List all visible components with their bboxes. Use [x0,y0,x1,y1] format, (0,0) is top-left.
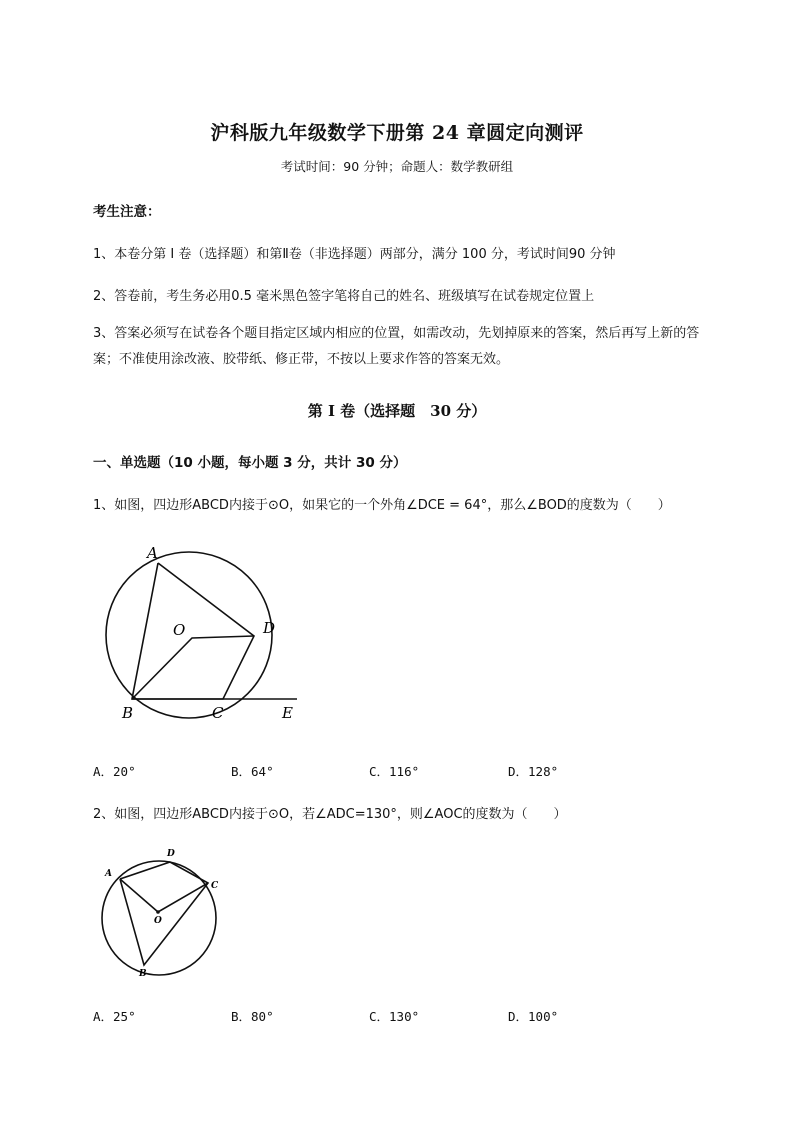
q2-option-a: A．25° [93,1009,136,1024]
label-c: C [212,704,224,722]
quad-abcd [132,563,254,699]
label-c: C [211,881,219,891]
question-1-text: 1、如图，四边形ABCD内接于⊙O，如果它的一个外角∠DCE = 64°，那么∠BOD的度数为（ ） [93,498,671,513]
label-e: E [282,704,293,722]
circle-o [106,552,272,718]
label-d: D [167,849,175,859]
label-o: O [173,621,186,639]
q1-option-b: B．64° [231,764,274,779]
label-b: B [122,704,134,722]
notice-item-3: 3、答案必须写在试卷各个题目指定区域内相应的位置，如需改动，先划掉原来的答案，然后再写上新的答案；不准使用涂改液、胶带纸、修正带，不按以上要求作答的答案无效。 [93,326,700,367]
notice-item-2: 2、答卷前，考生务必用0.5 毫米黑色签字笔将自己的姓名、班级填写在试卷规定位置上 [93,289,595,304]
section-title: 第 I 卷（选择题 30 分） [307,402,487,420]
question-1-figure [85,538,315,728]
label-d: D [263,619,276,637]
q1-option-a: A．20° [93,764,136,779]
question-2-text: 2、如图，四边形ABCD内接于⊙O，若∠ADC=130°，则∠AOC的度数为（ ） [93,807,567,822]
question-2-figure [98,843,228,983]
label-o: O [154,916,162,926]
label-a: A [105,869,112,879]
part-title: 一、单选题（10 小题，每小题 3 分，共计 30 分） [93,455,407,471]
page-title: 沪科版九年级数学下册第 24 章圆定向测评 [210,122,584,144]
exam-info: 考试时间：90 分钟；命题人：数学教研组 [280,159,514,174]
notice-heading: 考生注意： [93,204,161,220]
notice-item-1: 1、本卷分第 I 卷（选择题）和第Ⅱ卷（非选择题）两部分，满分 100 分，考试时间90 分钟 [93,247,616,262]
label-b: B [139,969,147,979]
radii-oa-oc [120,879,208,912]
label-a: A [147,544,158,562]
q1-option-c: C．116° [369,764,420,779]
q2-option-b: B．80° [231,1009,274,1024]
radii-ob-od [132,636,254,699]
q2-option-c: C．130° [369,1009,420,1024]
q2-option-d: D．100° [508,1009,559,1024]
q1-option-d: D．128° [508,764,559,779]
center-dot [156,910,160,914]
quad-abcd [120,862,208,965]
